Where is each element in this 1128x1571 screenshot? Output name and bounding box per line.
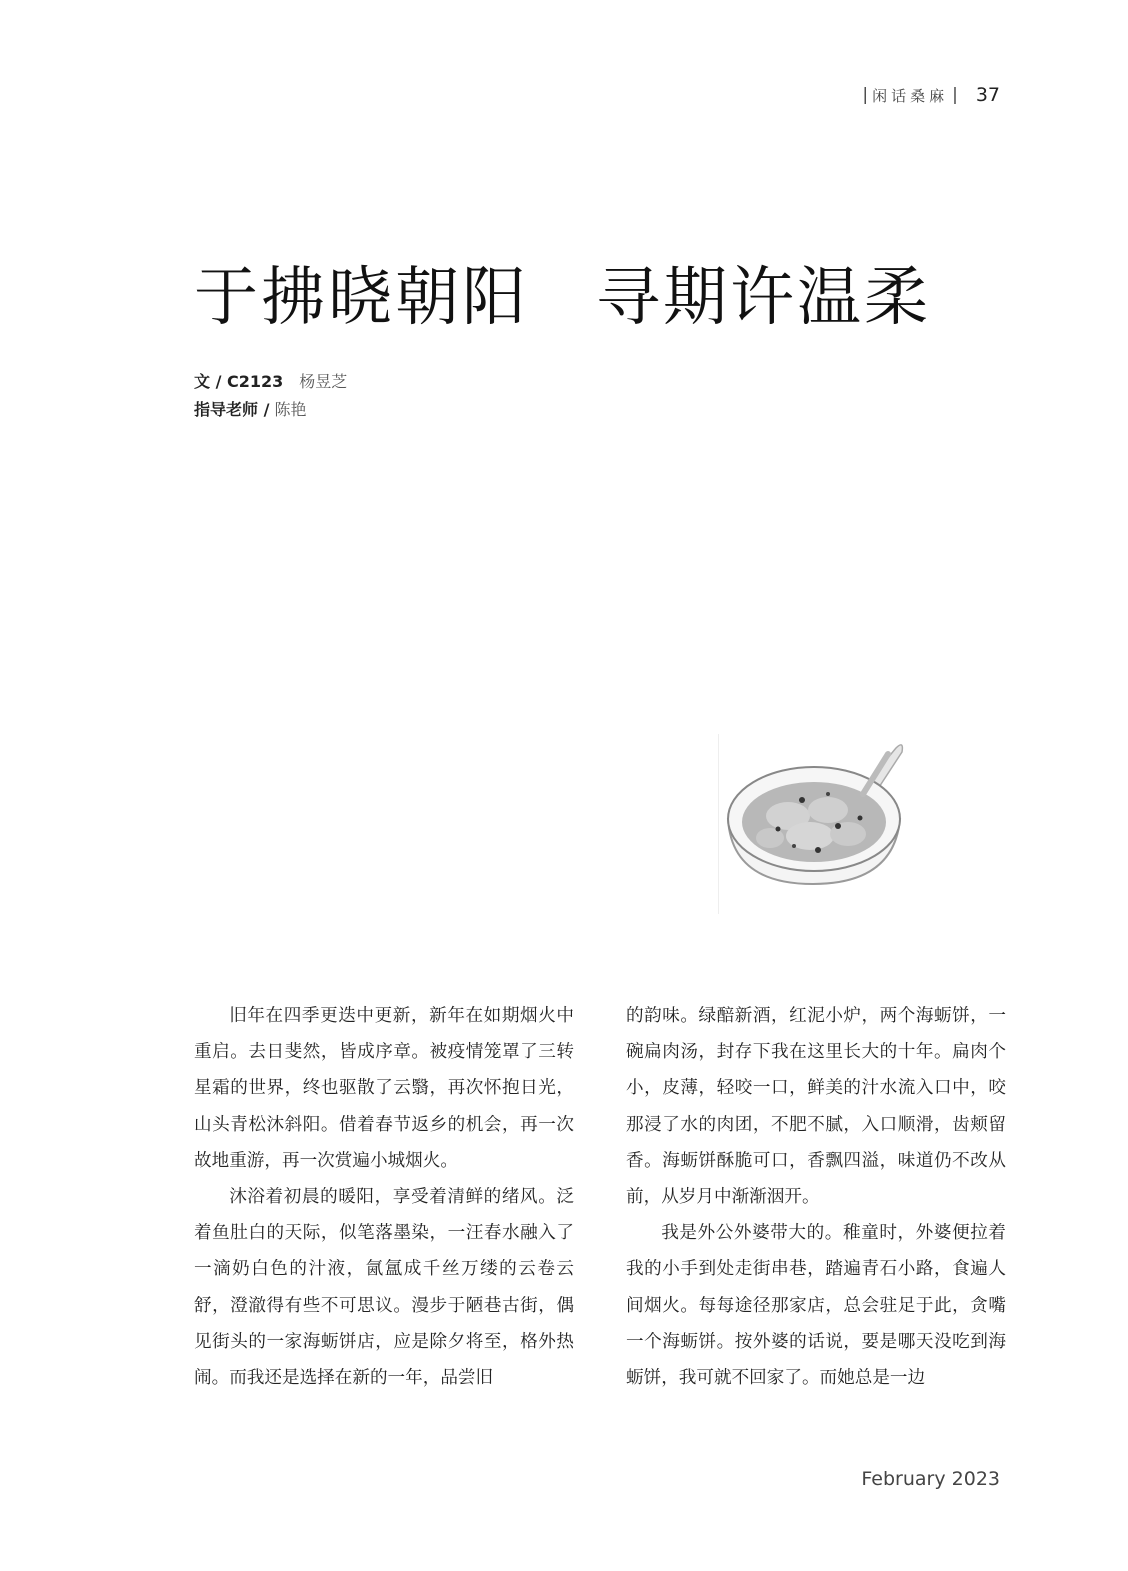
section-name: 闲话桑麻 [872,86,949,105]
advisor-label: 指导老师 / [194,400,270,419]
author-label: 文 / C2123 [194,372,284,391]
header-divider: | [862,85,869,105]
advisor-line [194,396,347,424]
paragraph: 的韵味。绿醅新酒，红泥小炉，两个海蛎饼，一碗扁肉汤，封存下我在这里长大的十年。扁肉个小，皮薄，轻咬一口，鲜美的汁水流入口中，咬那浸了水的肉团，不肥不腻，入口顺滑，齿颊留香。海蛎饼酥脆可口，香飘四溢，味道仍不改从前，从岁月中渐渐洇开。 [626,1006,1006,1208]
bowl-of-soup-photo [718,734,918,914]
issue-date: February 2023 [861,1468,1000,1490]
page-number: 37 [975,84,1000,106]
author-line [194,368,347,396]
advisor-name: 陈艳 [274,400,307,419]
byline [194,368,347,424]
body-column-right [626,998,1006,1396]
running-header [858,84,1000,106]
header-divider: | [952,85,958,105]
author-name: 杨昱芝 [299,372,348,391]
paragraph: 旧年在四季更迭中更新，新年在如期烟火中重启。去日斐然，皆成序章。被疫情笼罩了三转星霜的世界，终也驱散了云翳，再次怀抱日光，山头青松沐斜阳。借着春节返乡的机会，再一次故地重游，再一次赏遍小城烟火。 [194,1006,574,1171]
article-title: 于拂晓朝阳 寻期许温柔 [194,261,931,335]
paragraph: 沐浴着初晨的暖阳，享受着清鲜的绪风。泛着鱼肚白的天际，似笔落墨染，一汪春水融入了一滴奶白色的汁液，氤氲成千丝万缕的云卷云舒，澄澈得有些不可思议。漫步于陋巷古街，偶见街头的一家海蛎饼店，应是除夕将至，格外热闹。而我还是选择在新的一年，品尝旧 [194,1187,574,1389]
paragraph: 我是外公外婆带大的。稚童时，外婆便拉着我的小手到处走街串巷，踏遍青石小路，食遍人间烟火。每每途径那家店，总会驻足于此，贪嘴一个海蛎饼。按外婆的话说，要是哪天没吃到海蛎饼，我可就不回家了。而她总是一边 [626,1223,1006,1389]
body-column-left [194,998,574,1396]
